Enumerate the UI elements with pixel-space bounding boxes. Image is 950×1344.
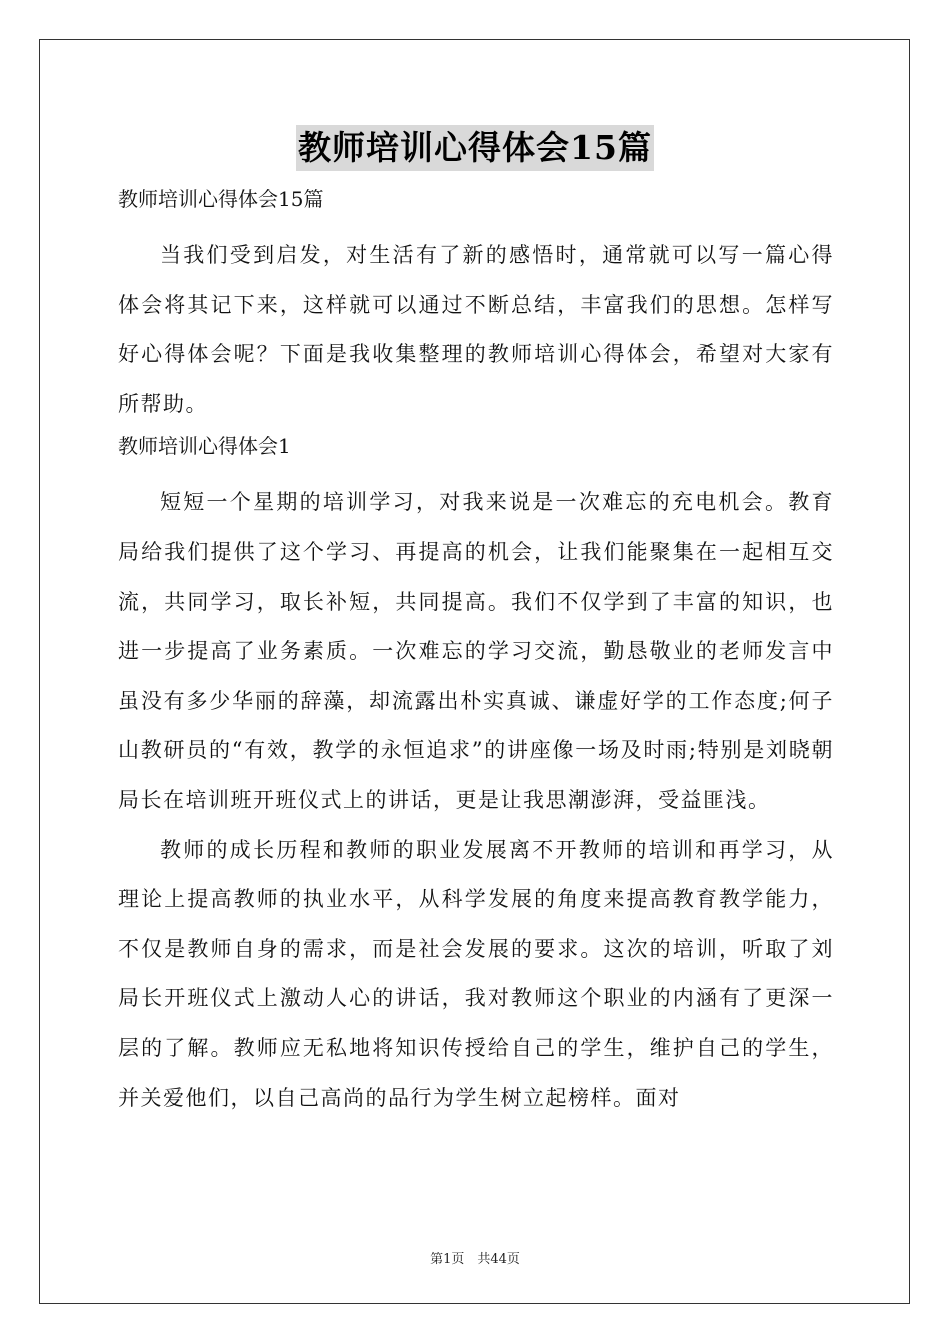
document-body	[118, 182, 834, 1123]
subtitle-line: 教师培训心得体会15篇	[118, 187, 324, 211]
section-1-paragraph-2: 教师的成长历程和教师的职业发展离不开教师的培训和再学习，从理论上提高教师的执业水平，从科学发展的角度来提高教育教学能力，不仅是教师自身的需求，而是社会发展的要求。这次的培训，听取了刘局长开班仪式上激动人心的讲话，我对教师这个职业的内涵有了更深一层的了解。教师应无私地将知识传授给自己的学生，维护自己的学生，并关爱他们，以自己高尚的品行为学生树立起榜样。面对	[118, 837, 834, 1110]
spacer	[118, 216, 834, 231]
title-container	[0, 125, 950, 171]
intro-paragraph: 当我们受到启发，对生活有了新的感悟时，通常就可以写一篇心得体会将其记下来，这样就可以通过不断总结，丰富我们的思想。怎样写好心得体会呢？下面是我收集整理的教师培训心得体会，希望对大家有所帮助。	[118, 243, 834, 416]
page-footer: 第1页 共44页	[430, 1252, 520, 1267]
section-1-paragraph-1: 短短一个星期的培训学习，对我来说是一次难忘的充电机会。教育局给我们提供了这个学习、再提高的机会，让我们能聚集在一起相互交流，共同学习，取长补短，共同提高。我们不仅学到了丰富的知识，也进一步提高了业务素质。一次难忘的学习交流，勤恳敬业的老师发言中虽没有多少华丽的辞藻，却流露出朴实真诚、谦虚好学的工作态度;何子山教研员的“有效，教学的永恒追求”的讲座像一场及时雨;特别是刘晓朝局长在培训班开班仪式上的讲话，更是让我思潮澎湃，受益匪浅。	[118, 490, 834, 812]
spacer	[118, 463, 834, 478]
section-1-heading: 教师培训心得体会1	[118, 434, 291, 459]
document-title: 教师培训心得体会15篇	[296, 125, 654, 171]
